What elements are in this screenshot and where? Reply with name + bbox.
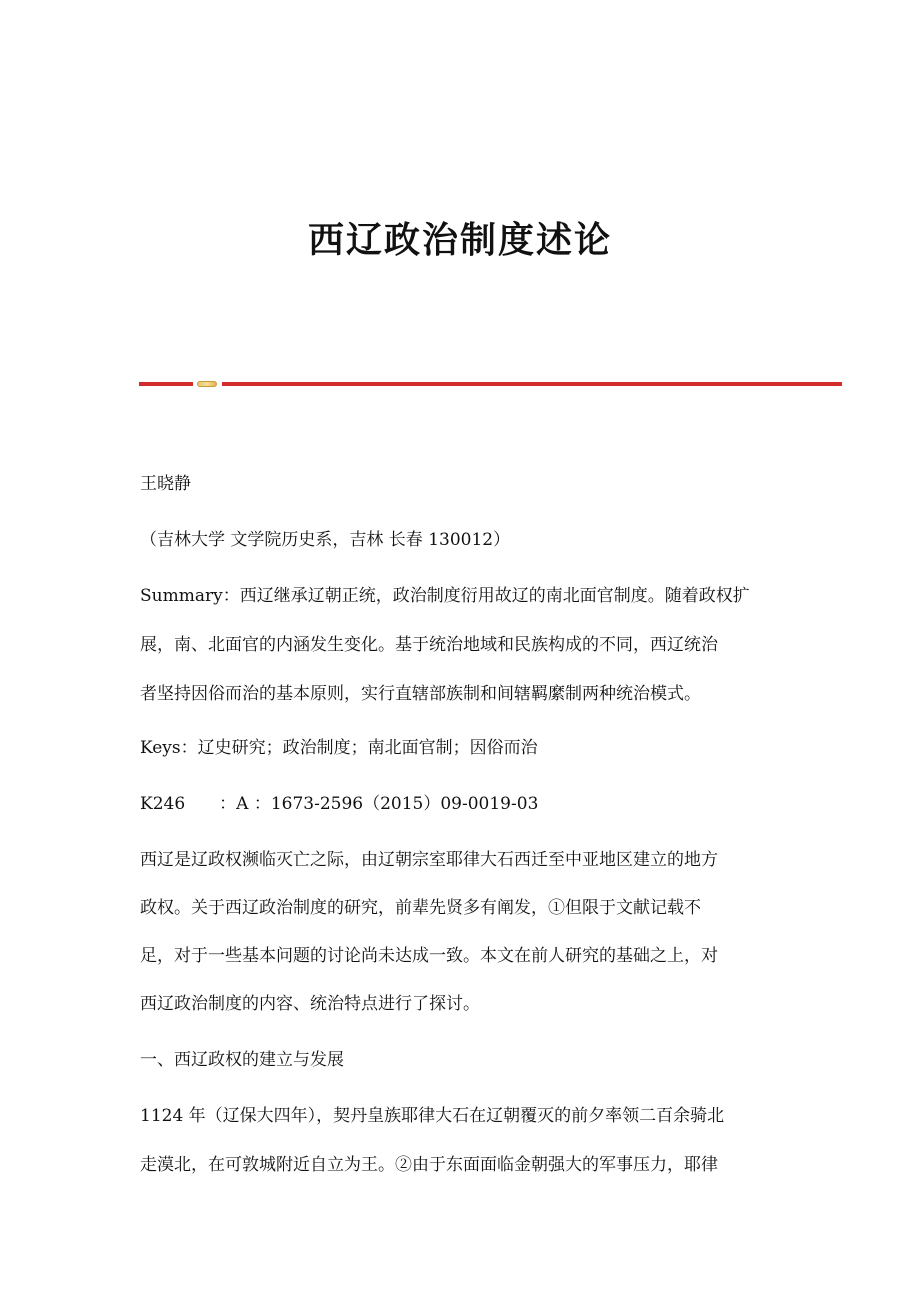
intro-line: 西辽政治制度的内容、统治特点进行了探讨。 [140,994,480,1014]
intro-line: 西辽是辽政权濒临灭亡之际，由辽朝宗室耶律大石西迁至中亚地区建立的地方 [140,850,718,870]
classification-line: K246 ：A ：1673-2596（2015）09-0019-03 [140,794,539,814]
summary-line: Summary：西辽继承辽朝正统，政治制度衍用故辽的南北面官制度。随着政权扩 [140,586,750,606]
divider-ornament-icon [197,381,217,387]
divider-bar-right [222,382,842,386]
author-name: 王晓静 [140,474,191,494]
section-body-line: 1124 年（辽保大四年），契丹皇族耶律大石在辽朝覆灭的前夕率领二百余骑北 [140,1106,725,1126]
summary-line: 者坚持因俗而治的基本原则，实行直辖部族制和间辖羁縻制两种统治模式。 [140,684,701,704]
author-affiliation: （吉林大学 文学院历史系，吉林 长春 130012） [140,530,511,550]
intro-line: 政权。关于西辽政治制度的研究，前辈先贤多有阐发，①但限于文献记载不 [140,898,701,918]
intro-line: 足，对于一些基本问题的讨论尚未达成一致。本文在前人研究的基础之上，对 [140,946,718,966]
page-title: 西辽政治制度述论 [307,219,612,261]
section-body-line: 走漠北，在可敦城附近自立为王。②由于东面面临金朝强大的军事压力，耶律 [140,1155,718,1175]
divider-bar-left [139,382,193,386]
title-divider [139,380,842,388]
section-heading: 一、西辽政权的建立与发展 [140,1050,344,1070]
keywords-line: Keys：辽史研究；政治制度；南北面官制；因俗而治 [140,738,538,758]
summary-line: 展，南、北面官的内涵发生变化。基于统治地域和民族构成的不同，西辽统治 [140,635,718,655]
